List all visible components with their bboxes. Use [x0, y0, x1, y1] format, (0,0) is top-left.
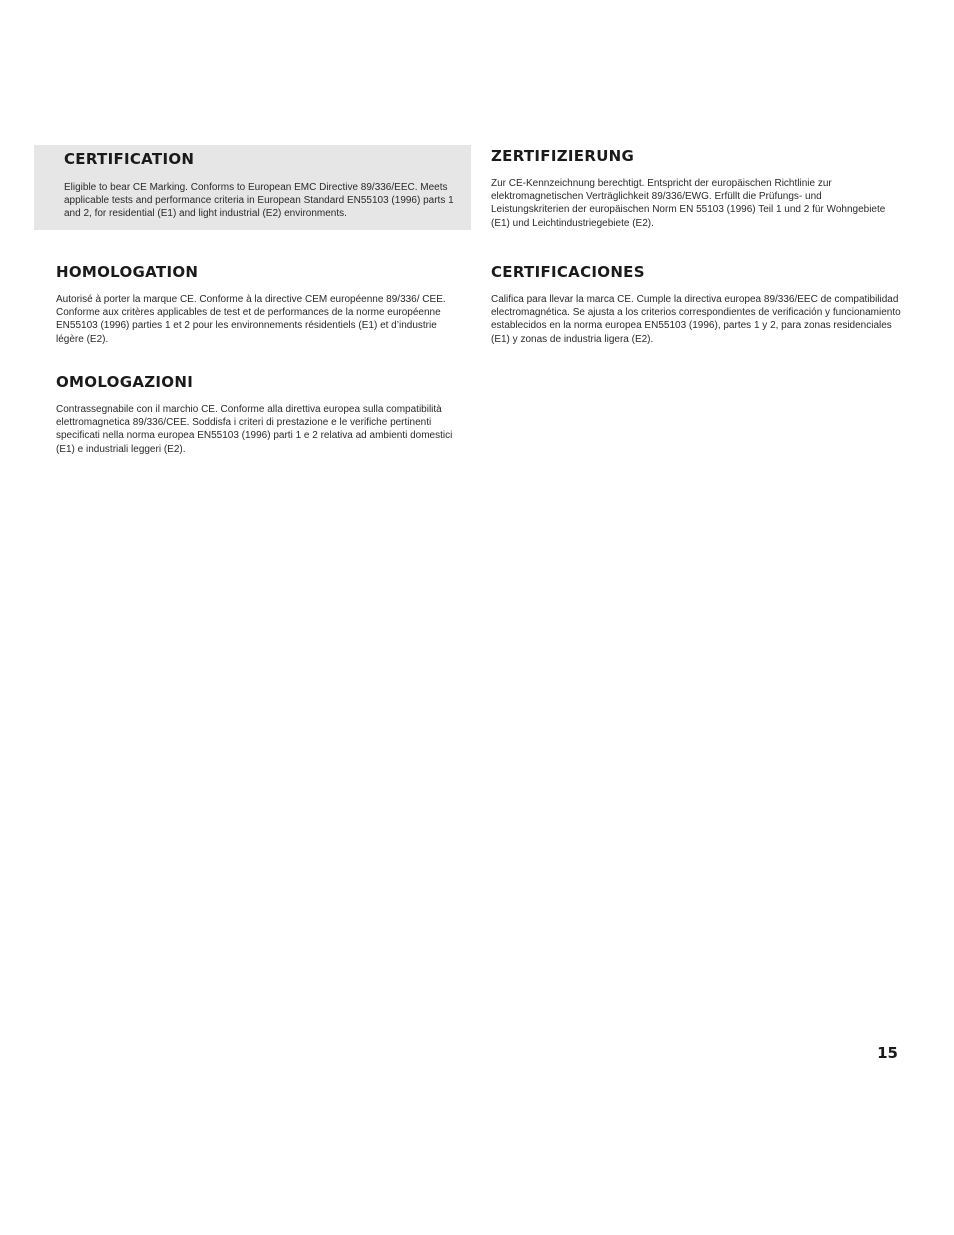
certification-section-de [491, 147, 901, 230]
section-title: OMOLOGAZIONI [56, 373, 194, 391]
certification-section-es [491, 263, 901, 346]
section-body: Califica para llevar la marca CE. Cumple la directiva europea 89/336/EEC de compatibilidad electromagnética. Se ajusta a los criterios correspondientes de verificación y funcionamiento establecidos en la norma europea EN55103 (1996), partes 1 y 2, para zonas residenciales (E1) y zonas de industria ligera (E2). [491, 294, 901, 345]
page-number: 15 [877, 1044, 898, 1062]
section-body: Zur CE-Kennzeichnung berechtigt. Entspricht der europäischen Richtlinie zur elektromagnetischen Verträglichkeit 89/336/EWG. Erfüllt die Prüfungs- und Leistungskriterien der europäischen Norm EN 55103 (1996) Teil 1 und 2 für Wohngebiete (E1) und Leichtindustriegebiete (E2). [491, 178, 886, 229]
certification-section-fr [56, 263, 461, 346]
section-title: CERTIFICACIONES [491, 263, 645, 281]
section-body: Contrassegnabile con il marchio CE. Conforme alla direttiva europea sulla compatibilità elettromagnetica 89/336/CEE. Soddisfa i criteri di prestazione e le verifiche pertinenti specificati nella norma europea EN55103 (1996) parti 1 e 2 relativa ad ambienti domestici (E1) e industriali leggeri (E2). [56, 404, 453, 455]
certification-section-en [34, 145, 471, 230]
section-title: ZERTIFIZIERUNG [491, 147, 635, 165]
section-title: CERTIFICATION [64, 150, 195, 168]
section-body: Eligible to bear CE Marking. Conforms to European EMC Directive 89/336/EEC. Meets applicable tests and performance criteria in European Standard EN55103 (1996) parts 1 and 2, for residential (E1) and light industrial (E2) environments. [64, 182, 454, 220]
certification-section-it [56, 373, 461, 456]
section-body: Autorisé à porter la marque CE. Conforme à la directive CEM européenne 89/336/ CEE. Conforme aux critères applicables de test et de performances de la norme européenne EN55103 (1996) parties 1 et 2 pour les environnements résidentiels (E1) et d’industrie légère (E2). [56, 294, 446, 345]
section-title: HOMOLOGATION [56, 263, 199, 281]
